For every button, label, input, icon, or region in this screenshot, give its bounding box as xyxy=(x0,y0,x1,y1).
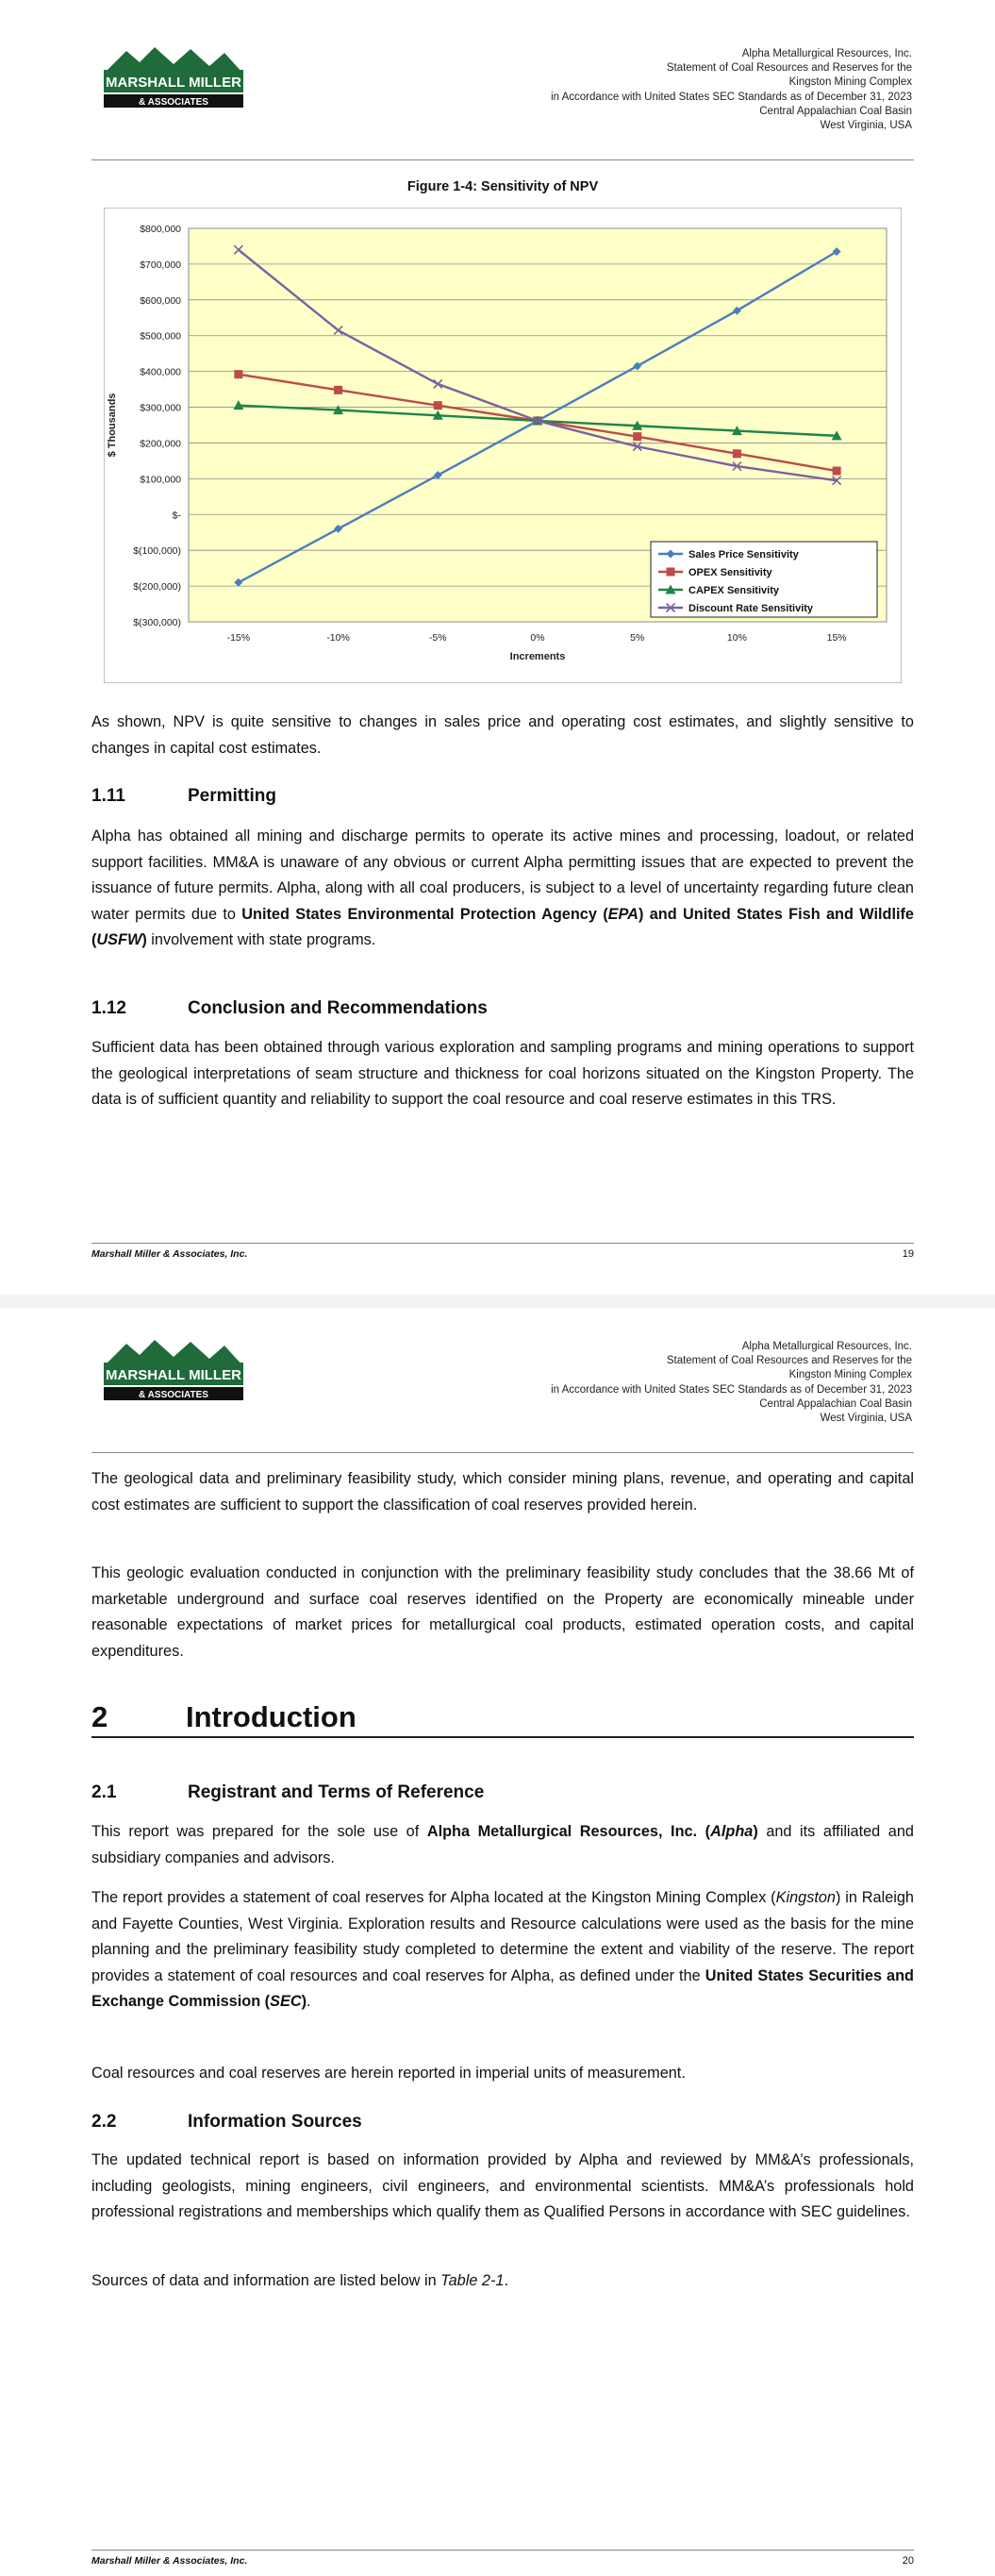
header-line: Central Appalachian Coal Basin xyxy=(759,105,912,117)
text-run-bold: ) xyxy=(753,1823,758,1840)
x-tick-label: 10% xyxy=(726,632,747,644)
x-tick-label: -15% xyxy=(226,632,251,644)
logo-text-top: MARSHALL MILLER xyxy=(106,75,241,91)
x-tick-label: 15% xyxy=(826,632,847,644)
section-title: Permitting xyxy=(188,786,276,806)
y-tick-label: $(300,000) xyxy=(133,617,181,628)
y-tick-label: $400,000 xyxy=(140,366,181,378)
x-tick-label: 0% xyxy=(530,632,545,644)
y-tick-label: $700,000 xyxy=(140,259,181,271)
x-tick-label: -10% xyxy=(326,632,350,644)
section-1-11-heading xyxy=(91,786,276,807)
x-tick-label: 5% xyxy=(630,632,645,644)
section-number: 1.12 xyxy=(91,998,126,1018)
text-run: Alpha has obtained all mining and discharge permits to operate its active mines and processing, loadout, or related support facilities. MM&A is unaware of any obvious or current Alpha permitting issues that are expected to prevent the issuance of future permits. Alpha, along with all coal producers, is subject to a level of uncertainty regarding future clean water permits due to xyxy=(91,828,914,923)
data-point xyxy=(234,370,242,378)
units-paragraph: Coal resources and coal reserves are herein reported in imperial units of measurement. xyxy=(91,2065,686,2082)
header-line: Statement of Coal Resources and Reserves for the xyxy=(666,62,912,75)
text-run: ) in Raleigh and Fayette Counties, West Virginia. Exploration results and Resource calculations were used as the basis for the mine planning and the preliminary feasibility study completed to determine the extent and viability of the reserve. The report provides a statement of coal resources and coal reserves for Alpha, as defined under the xyxy=(91,1889,914,1984)
usfw-abbrev: USFW xyxy=(96,931,142,949)
header-line: West Virginia, USA xyxy=(820,120,912,132)
section-title: Registrant and Terms of Reference xyxy=(188,1782,485,1802)
chart-legend xyxy=(651,542,877,617)
y-tick-label: $300,000 xyxy=(140,402,181,414)
report-page-20 xyxy=(0,1308,995,2576)
header-line: Alpha Metallurgical Resources, Inc. xyxy=(741,48,912,59)
x-tick-label: -5% xyxy=(428,632,447,644)
footer-rule xyxy=(91,2550,914,2551)
text-run: The report provides a statement of coal reserves for Alpha located at the Kingston Mining Complex ( xyxy=(91,1889,776,1906)
data-point xyxy=(334,386,342,394)
y-tick-label: $- xyxy=(172,510,181,522)
section-number: 1.11 xyxy=(91,786,125,806)
permitting-paragraph xyxy=(91,824,914,954)
text-run-bold: United States Environmental Protection Agency ( xyxy=(241,905,608,923)
alpha-abbrev: Alpha xyxy=(710,1823,754,1840)
sources-paragraph xyxy=(91,2268,914,2295)
section-number: 2.1 xyxy=(91,1782,117,1802)
page-header xyxy=(551,47,912,133)
section-number: 2.2 xyxy=(91,2112,117,2132)
marshall-miller-logo xyxy=(98,42,249,113)
section-number: 2 xyxy=(91,1700,108,1733)
header-rule xyxy=(91,1452,914,1453)
text-run: . xyxy=(504,2272,508,2289)
page-number: 19 xyxy=(902,1248,914,1260)
y-tick-label: $100,000 xyxy=(140,474,181,486)
npv-sensitivity-chart xyxy=(104,208,902,683)
section-title: Conclusion and Recommendations xyxy=(188,998,488,1018)
data-point xyxy=(833,467,841,476)
data-point xyxy=(434,401,442,410)
text-run: . xyxy=(307,1993,311,2011)
header-line: in Accordance with United States SEC Standards as of December 31, 2023 xyxy=(551,91,912,103)
text-run-bold: ) xyxy=(301,1993,307,2011)
text-run-bold: ) xyxy=(141,931,147,949)
y-tick-label: $200,000 xyxy=(140,438,181,450)
logo-text-bottom: & ASSOCIATES xyxy=(139,97,208,108)
logo-text-bottom: & ASSOCIATES xyxy=(139,1390,208,1400)
y-tick-label: $(100,000) xyxy=(133,545,181,558)
footer-firm: Marshall Miller & Associates, Inc. xyxy=(91,2555,248,2567)
header-rule xyxy=(91,159,914,160)
legend-label: OPEX Sensitivity xyxy=(688,567,772,578)
header-line: Alpha Metallurgical Resources, Inc. xyxy=(741,1341,912,1352)
text-run-bold: Alpha Metallurgical Resources, Inc. ( xyxy=(426,1823,711,1840)
conclusion-paragraph: Sufficient data has been obtained through various exploration and sampling programs and mining operations to support the geological interpretations of seam structure and thickness for coal horizons situated on the Kingston Property. The data is of sufficient quantity and reliability to support the coal resource and coal reserve estimates in this TRS. xyxy=(91,1039,914,1109)
section-2-1-heading xyxy=(91,1782,484,1803)
footer-rule xyxy=(91,1243,914,1244)
epa-abbrev: EPA xyxy=(607,905,638,923)
figure-title: Figure 1-4: Sensitivity of NPV xyxy=(406,179,599,194)
header-line: Statement of Coal Resources and Reserves for the xyxy=(666,1355,912,1367)
text-run: and its affiliated and subsidiary companies and advisors. xyxy=(91,1823,914,1866)
y-axis-label: $ Thousands xyxy=(107,393,118,458)
logo-text-top: MARSHALL MILLER xyxy=(106,1367,241,1383)
text-run-bold: ) and United States Fish and Wildlife ( xyxy=(91,905,914,949)
page-header xyxy=(551,1340,912,1426)
header-line: Kingston Mining Complex xyxy=(788,76,912,89)
header-line: Central Appalachian Coal Basin xyxy=(759,1397,912,1410)
text-run: involvement with state programs. xyxy=(146,931,376,949)
data-point xyxy=(733,449,741,458)
footer-firm: Marshall Miller & Associates, Inc. xyxy=(91,1248,248,1260)
evaluation-paragraph: This geologic evaluation conducted in conjunction with the preliminary feasibility study concludes that the 38.66 Mt of marketable underground and surface coal reserves identified on the Property are economically mineable under reasonable expectations of market prices for metallurgical coal products, estimated operation costs, and capital expenditures. xyxy=(91,1564,914,1660)
section-2-heading xyxy=(91,1700,914,1738)
y-tick-label: $800,000 xyxy=(140,224,181,235)
legend-label: Discount Rate Sensitivity xyxy=(688,603,814,614)
legend-label: Sales Price Sensitivity xyxy=(688,549,799,560)
header-line: West Virginia, USA xyxy=(820,1413,912,1425)
header-line: Kingston Mining Complex xyxy=(788,1369,912,1381)
geological-data-paragraph: The geological data and preliminary feasibility study, which consider mining plans, revenue, and operating and capital cost estimates are sufficient to support the classification of coal reserves provided herein. xyxy=(91,1470,914,1514)
page-number: 20 xyxy=(902,2555,914,2567)
statement-paragraph xyxy=(91,1885,914,2016)
section-2-2-heading xyxy=(91,2112,362,2133)
text-run: Sources of data and information are listed below in xyxy=(91,2272,441,2289)
information-sources-paragraph: The updated technical report is based on information provided by Alpha and reviewed by MM&A’s professionals, including geologists, mining engineers, civil engineers, and environmental scientists. MM&A’s professionals hold professional registrations and memberships which qualify them as Qualified Persons in accordance with SEC guidelines. xyxy=(91,2151,914,2221)
marshall-miller-logo xyxy=(98,1334,249,1406)
x-axis-label: Increments xyxy=(509,651,566,662)
y-tick-label: $600,000 xyxy=(140,294,181,307)
npv-paragraph: As shown, NPV is quite sensitive to changes in sales price and operating cost estimates, and slightly sensitive to changes in capital cost estimates. xyxy=(91,713,914,757)
data-point xyxy=(633,432,641,441)
text-run: This report was prepared for the sole use of xyxy=(91,1823,427,1840)
table-reference: Table 2-1 xyxy=(440,2272,505,2289)
kingston-abbrev: Kingston xyxy=(775,1889,836,1906)
legend-marker xyxy=(667,568,675,577)
section-title: Introduction xyxy=(186,1700,357,1733)
y-tick-label: $500,000 xyxy=(140,330,181,343)
legend-label: CAPEX Sensitivity xyxy=(688,585,779,596)
text-run-bold: United States Securities and Exchange Commission ( xyxy=(91,1966,914,2011)
section-title: Information Sources xyxy=(188,2112,362,2132)
section-1-12-heading xyxy=(91,998,488,1019)
y-tick-label: $(200,000) xyxy=(133,581,181,594)
header-line: in Accordance with United States SEC Standards as of December 31, 2023 xyxy=(551,1383,912,1396)
registrant-paragraph xyxy=(91,1819,914,1871)
sec-abbrev: SEC xyxy=(270,1993,302,2011)
